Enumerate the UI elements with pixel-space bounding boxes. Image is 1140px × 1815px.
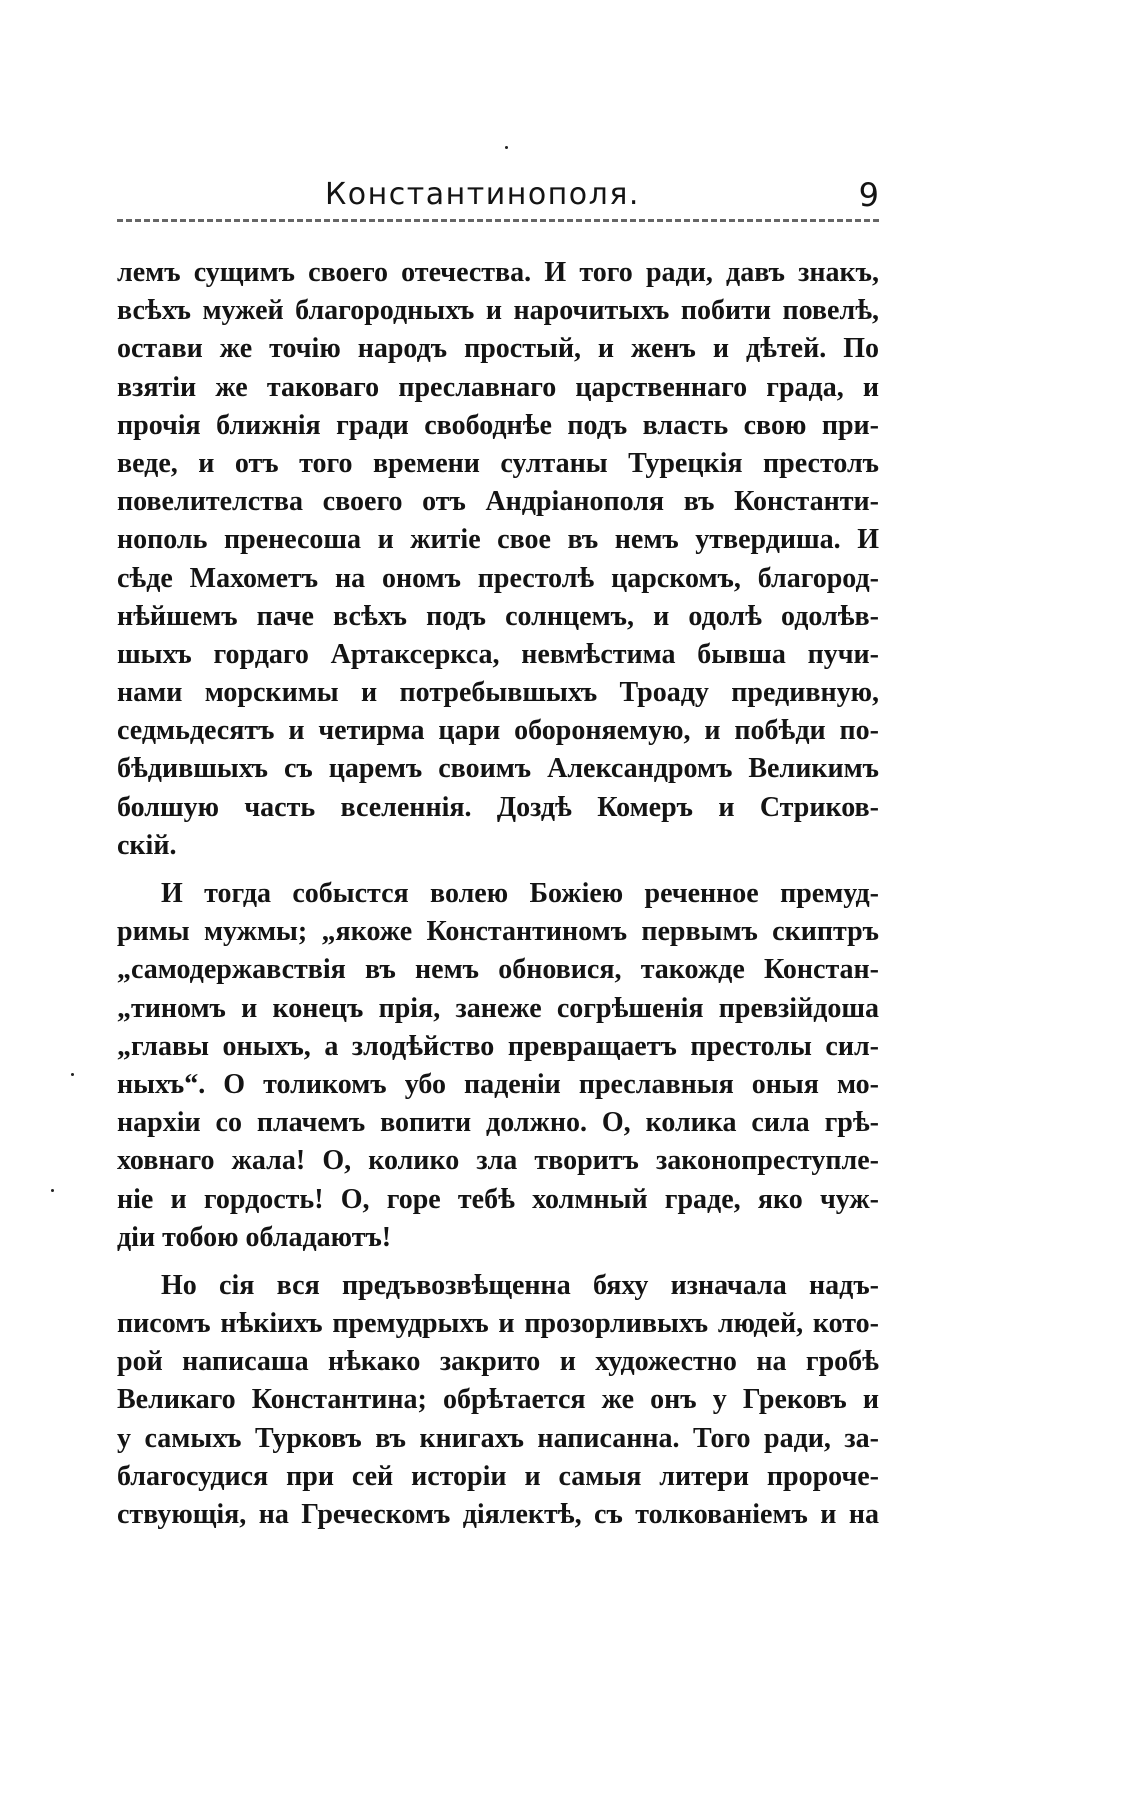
body-text (117, 254, 879, 1534)
text-line: ховнаго жала! О, колико зла творитъ законопреступле- (117, 1145, 879, 1177)
text-line: нами морскимы и потребывшыхъ Троаду предивную, (117, 677, 879, 709)
print-speck (51, 1189, 54, 1192)
text-line: лемъ сущимъ своего отечества. И того ради, давъ знакъ, (117, 257, 879, 288)
text-line: у самыхъ Турковъ въ книгахъ написанна. Того ради, за- (117, 1422, 879, 1454)
running-title: Константинополя. (325, 177, 640, 212)
text-line: взятіи же таковаго преславнаго царственнаго града, и (117, 371, 879, 403)
paragraph (117, 1267, 879, 1534)
text-line: нархіи со плачемъ вопити должно. О, колика сила грѣ- (117, 1107, 879, 1139)
text-line: „тиномъ и конецъ прія, занеже согрѣшенія превзійдоша (117, 992, 879, 1024)
text-line: нѣйшемъ паче всѣхъ подъ солнцемъ, и одолѣ одолѣв- (117, 600, 879, 632)
text-line: шыхъ гордаго Артаксеркса, невмѣстима бывша пучи- (117, 638, 879, 670)
page-number: 9 (858, 176, 879, 214)
text-line: повелителства своего отъ Андріанополя въ Константи- (117, 486, 879, 518)
text-line: скій. (117, 829, 177, 861)
text-line: ніе и гордость! О, горе тебѣ холмный граде, яко чуж- (117, 1183, 879, 1215)
page-header (117, 175, 879, 223)
header-rule (117, 219, 879, 222)
text-line: Но сія вся предъвозвѣщенна бяху изначала надъ- (161, 1269, 879, 1301)
text-line: бѣдившыхъ съ царемъ своимъ Александромъ Великимъ (117, 753, 879, 785)
text-line: римы мужмы; „якоже Константиномъ первымъ скиптръ (117, 916, 879, 948)
text-line: седмьдесятъ и четирма цари обороняемую, и побѣди по- (117, 715, 879, 747)
text-line: болшую часть вселеннія. Доздѣ Комеръ и Стриков- (117, 791, 879, 823)
text-line: прочія ближнія гради свободнѣе подъ власть свою при- (117, 409, 879, 441)
paragraph-gap (117, 1257, 879, 1267)
paragraph-gap (117, 865, 879, 875)
text-line: всѣхъ мужей благородныхъ и нарочитыхъ побити повелѣ, (117, 295, 879, 327)
text-line: ныхъ“. О толикомъ убо паденіи преславныя оныя мо- (117, 1068, 879, 1100)
paragraph (117, 254, 879, 865)
text-line: „самодержавствія въ немъ обновися, такожде Констан- (117, 954, 879, 986)
text-line: нополь пренесоша и житіе свое въ немъ утвердиша. И (117, 524, 879, 556)
paragraph (117, 875, 879, 1257)
print-speck (71, 1073, 74, 1076)
text-line: благосудися при сей исторіи и самыя литери пророче- (117, 1460, 879, 1492)
text-line: Великаго Константина; обрѣтается же онъ у Грековъ и (117, 1384, 879, 1416)
text-line: И тогда собыстся волею Божіею реченное премуд- (161, 878, 879, 909)
print-speck (505, 146, 508, 149)
text-line: остави же точію народъ простый, и женъ и дѣтей. По (117, 333, 879, 365)
text-line: веде, и отъ того времени султаны Турецкія престолъ (117, 447, 879, 479)
text-line: „главы оныхъ, а злодѣйство превращаетъ престолы сил- (117, 1030, 879, 1062)
text-line: сѣде Махометъ на ономъ престолѣ царскомъ, благород- (117, 562, 879, 594)
text-line: писомъ нѣкіихъ премудрыхъ и прозорливыхъ людей, кото- (117, 1308, 879, 1340)
text-line: рой написаша нѣкако закрито и художестно на гробѣ (117, 1346, 879, 1378)
text-line: ствующія, на Греческомъ діялектѣ, съ толкованіемъ и на (117, 1499, 879, 1530)
text-line: діи тобою обладаютъ! (117, 1221, 392, 1253)
